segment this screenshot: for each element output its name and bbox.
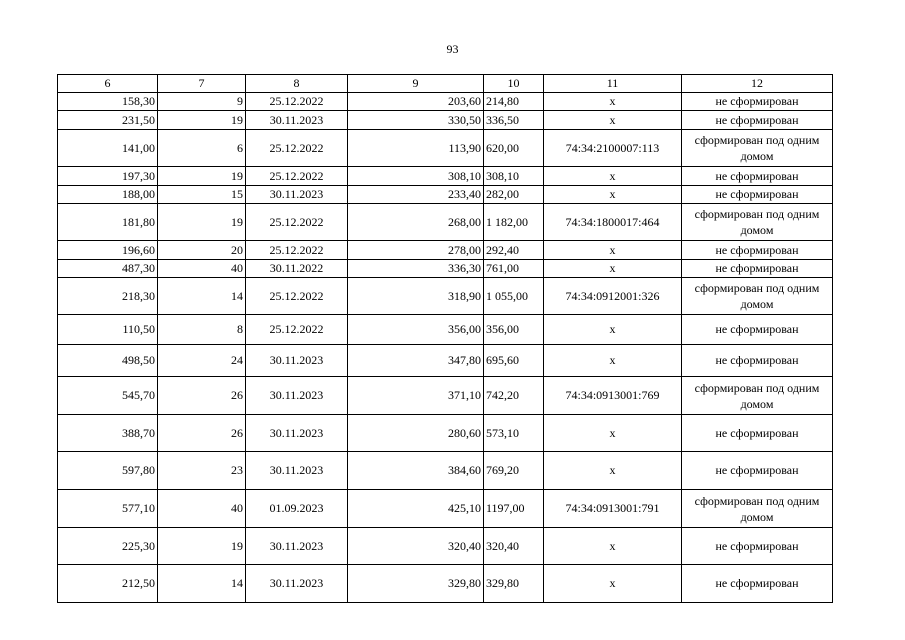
table-row xyxy=(58,315,833,345)
cadastral-cell: х xyxy=(544,93,682,111)
value-a-cell: 371,10 xyxy=(348,377,484,415)
value-a-cell: 347,80 xyxy=(348,345,484,377)
status-cell: не сформирован xyxy=(682,111,833,130)
value-a-cell: 384,60 xyxy=(348,452,484,490)
value-a-cell: 336,30 xyxy=(348,260,484,278)
area-cell: 225,30 xyxy=(58,528,158,565)
date-cell: 30.11.2023 xyxy=(246,452,348,490)
cadastral-cell: 74:34:2100007:113 xyxy=(544,130,682,167)
table-row xyxy=(58,260,833,278)
status-cell: сформирован под одним домом xyxy=(682,204,833,241)
area-cell: 487,30 xyxy=(58,260,158,278)
area-cell: 545,70 xyxy=(58,377,158,415)
table-row xyxy=(58,130,833,167)
count-cell: 15 xyxy=(158,186,246,204)
column-header-7: 7 xyxy=(158,75,246,93)
area-cell: 498,50 xyxy=(58,345,158,377)
value-b-cell: 292,40 xyxy=(484,241,544,260)
count-cell: 40 xyxy=(158,490,246,528)
count-cell: 23 xyxy=(158,452,246,490)
cadastral-cell: х xyxy=(544,315,682,345)
table-row xyxy=(58,241,833,260)
area-cell: 158,30 xyxy=(58,93,158,111)
count-cell: 19 xyxy=(158,111,246,130)
cadastral-cell: 74:34:0913001:791 xyxy=(544,490,682,528)
area-cell: 141,00 xyxy=(58,130,158,167)
status-cell: не сформирован xyxy=(682,315,833,345)
date-cell: 25.12.2022 xyxy=(246,241,348,260)
table-row xyxy=(58,204,833,241)
value-a-cell: 330,50 xyxy=(348,111,484,130)
date-cell: 01.09.2023 xyxy=(246,490,348,528)
count-cell: 9 xyxy=(158,93,246,111)
date-cell: 30.11.2023 xyxy=(246,528,348,565)
status-cell: не сформирован xyxy=(682,260,833,278)
value-a-cell: 425,10 xyxy=(348,490,484,528)
cadastral-cell: х xyxy=(544,241,682,260)
column-header-12: 12 xyxy=(682,75,833,93)
count-cell: 24 xyxy=(158,345,246,377)
value-a-cell: 329,80 xyxy=(348,565,484,603)
cadastral-cell: х xyxy=(544,345,682,377)
cadastral-cell: х xyxy=(544,111,682,130)
value-a-cell: 233,40 xyxy=(348,186,484,204)
value-b-cell: 320,40 xyxy=(484,528,544,565)
status-cell: сформирован под одним домом xyxy=(682,130,833,167)
value-b-cell: 336,50 xyxy=(484,111,544,130)
table-row xyxy=(58,93,833,111)
count-cell: 14 xyxy=(158,565,246,603)
table-row xyxy=(58,345,833,377)
value-a-cell: 320,40 xyxy=(348,528,484,565)
cadastral-cell: х xyxy=(544,415,682,452)
column-header-10: 10 xyxy=(484,75,544,93)
value-a-cell: 113,90 xyxy=(348,130,484,167)
status-cell: не сформирован xyxy=(682,186,833,204)
value-b-cell: 695,60 xyxy=(484,345,544,377)
status-cell: не сформирован xyxy=(682,167,833,186)
value-b-cell: 620,00 xyxy=(484,130,544,167)
value-a-cell: 318,90 xyxy=(348,278,484,315)
count-cell: 19 xyxy=(158,167,246,186)
area-cell: 196,60 xyxy=(58,241,158,260)
table-row xyxy=(58,490,833,528)
column-header-11: 11 xyxy=(544,75,682,93)
status-cell: не сформирован xyxy=(682,415,833,452)
area-cell: 181,80 xyxy=(58,204,158,241)
data-table xyxy=(57,74,833,603)
value-b-cell: 573,10 xyxy=(484,415,544,452)
cadastral-cell: 74:34:0913001:769 xyxy=(544,377,682,415)
status-cell: не сформирован xyxy=(682,565,833,603)
value-b-cell: 761,00 xyxy=(484,260,544,278)
area-cell: 218,30 xyxy=(58,278,158,315)
cadastral-cell: х xyxy=(544,260,682,278)
table-row xyxy=(58,415,833,452)
status-cell: не сформирован xyxy=(682,528,833,565)
value-b-cell: 769,20 xyxy=(484,452,544,490)
cadastral-cell: 74:34:0912001:326 xyxy=(544,278,682,315)
table-row xyxy=(58,278,833,315)
date-cell: 30.11.2023 xyxy=(246,377,348,415)
table-row xyxy=(58,167,833,186)
count-cell: 20 xyxy=(158,241,246,260)
value-b-cell: 1197,00 xyxy=(484,490,544,528)
value-b-cell: 308,10 xyxy=(484,167,544,186)
date-cell: 30.11.2023 xyxy=(246,345,348,377)
area-cell: 388,70 xyxy=(58,415,158,452)
value-a-cell: 308,10 xyxy=(348,167,484,186)
table-row xyxy=(58,528,833,565)
area-cell: 197,30 xyxy=(58,167,158,186)
date-cell: 25.12.2022 xyxy=(246,278,348,315)
status-cell: сформирован под одним домом xyxy=(682,490,833,528)
date-cell: 30.11.2023 xyxy=(246,565,348,603)
value-b-cell: 282,00 xyxy=(484,186,544,204)
date-cell: 25.12.2022 xyxy=(246,315,348,345)
table-row xyxy=(58,186,833,204)
column-header-8: 8 xyxy=(246,75,348,93)
value-b-cell: 1 182,00 xyxy=(484,204,544,241)
count-cell: 6 xyxy=(158,130,246,167)
header-row xyxy=(58,75,833,93)
count-cell: 19 xyxy=(158,528,246,565)
count-cell: 14 xyxy=(158,278,246,315)
status-cell: не сформирован xyxy=(682,452,833,490)
date-cell: 30.11.2023 xyxy=(246,111,348,130)
date-cell: 25.12.2022 xyxy=(246,130,348,167)
date-cell: 30.11.2023 xyxy=(246,415,348,452)
cadastral-cell: х xyxy=(544,528,682,565)
table-row xyxy=(58,452,833,490)
cadastral-cell: 74:34:1800017:464 xyxy=(544,204,682,241)
value-b-cell: 329,80 xyxy=(484,565,544,603)
date-cell: 30.11.2022 xyxy=(246,260,348,278)
count-cell: 19 xyxy=(158,204,246,241)
value-a-cell: 278,00 xyxy=(348,241,484,260)
column-header-9: 9 xyxy=(348,75,484,93)
date-cell: 25.12.2022 xyxy=(246,204,348,241)
count-cell: 26 xyxy=(158,415,246,452)
table-row xyxy=(58,111,833,130)
cadastral-cell: х xyxy=(544,565,682,603)
count-cell: 8 xyxy=(158,315,246,345)
value-a-cell: 203,60 xyxy=(348,93,484,111)
value-a-cell: 268,00 xyxy=(348,204,484,241)
status-cell: сформирован под одним домом xyxy=(682,377,833,415)
table-row xyxy=(58,565,833,603)
area-cell: 110,50 xyxy=(58,315,158,345)
value-b-cell: 214,80 xyxy=(484,93,544,111)
status-cell: сформирован под одним домом xyxy=(682,278,833,315)
date-cell: 25.12.2022 xyxy=(246,167,348,186)
cadastral-cell: х xyxy=(544,167,682,186)
value-b-cell: 742,20 xyxy=(484,377,544,415)
status-cell: не сформирован xyxy=(682,345,833,377)
cadastral-cell: х xyxy=(544,186,682,204)
value-a-cell: 280,60 xyxy=(348,415,484,452)
count-cell: 26 xyxy=(158,377,246,415)
date-cell: 30.11.2023 xyxy=(246,186,348,204)
area-cell: 597,80 xyxy=(58,452,158,490)
area-cell: 577,10 xyxy=(58,490,158,528)
column-header-6: 6 xyxy=(58,75,158,93)
value-a-cell: 356,00 xyxy=(348,315,484,345)
cadastral-cell: х xyxy=(544,452,682,490)
status-cell: не сформирован xyxy=(682,241,833,260)
value-b-cell: 1 055,00 xyxy=(484,278,544,315)
table-body xyxy=(58,93,833,603)
area-cell: 212,50 xyxy=(58,565,158,603)
area-cell: 188,00 xyxy=(58,186,158,204)
status-cell: не сформирован xyxy=(682,93,833,111)
page-number: 93 xyxy=(446,42,459,56)
area-cell: 231,50 xyxy=(58,111,158,130)
count-cell: 40 xyxy=(158,260,246,278)
value-b-cell: 356,00 xyxy=(484,315,544,345)
table-row xyxy=(58,377,833,415)
date-cell: 25.12.2022 xyxy=(246,93,348,111)
